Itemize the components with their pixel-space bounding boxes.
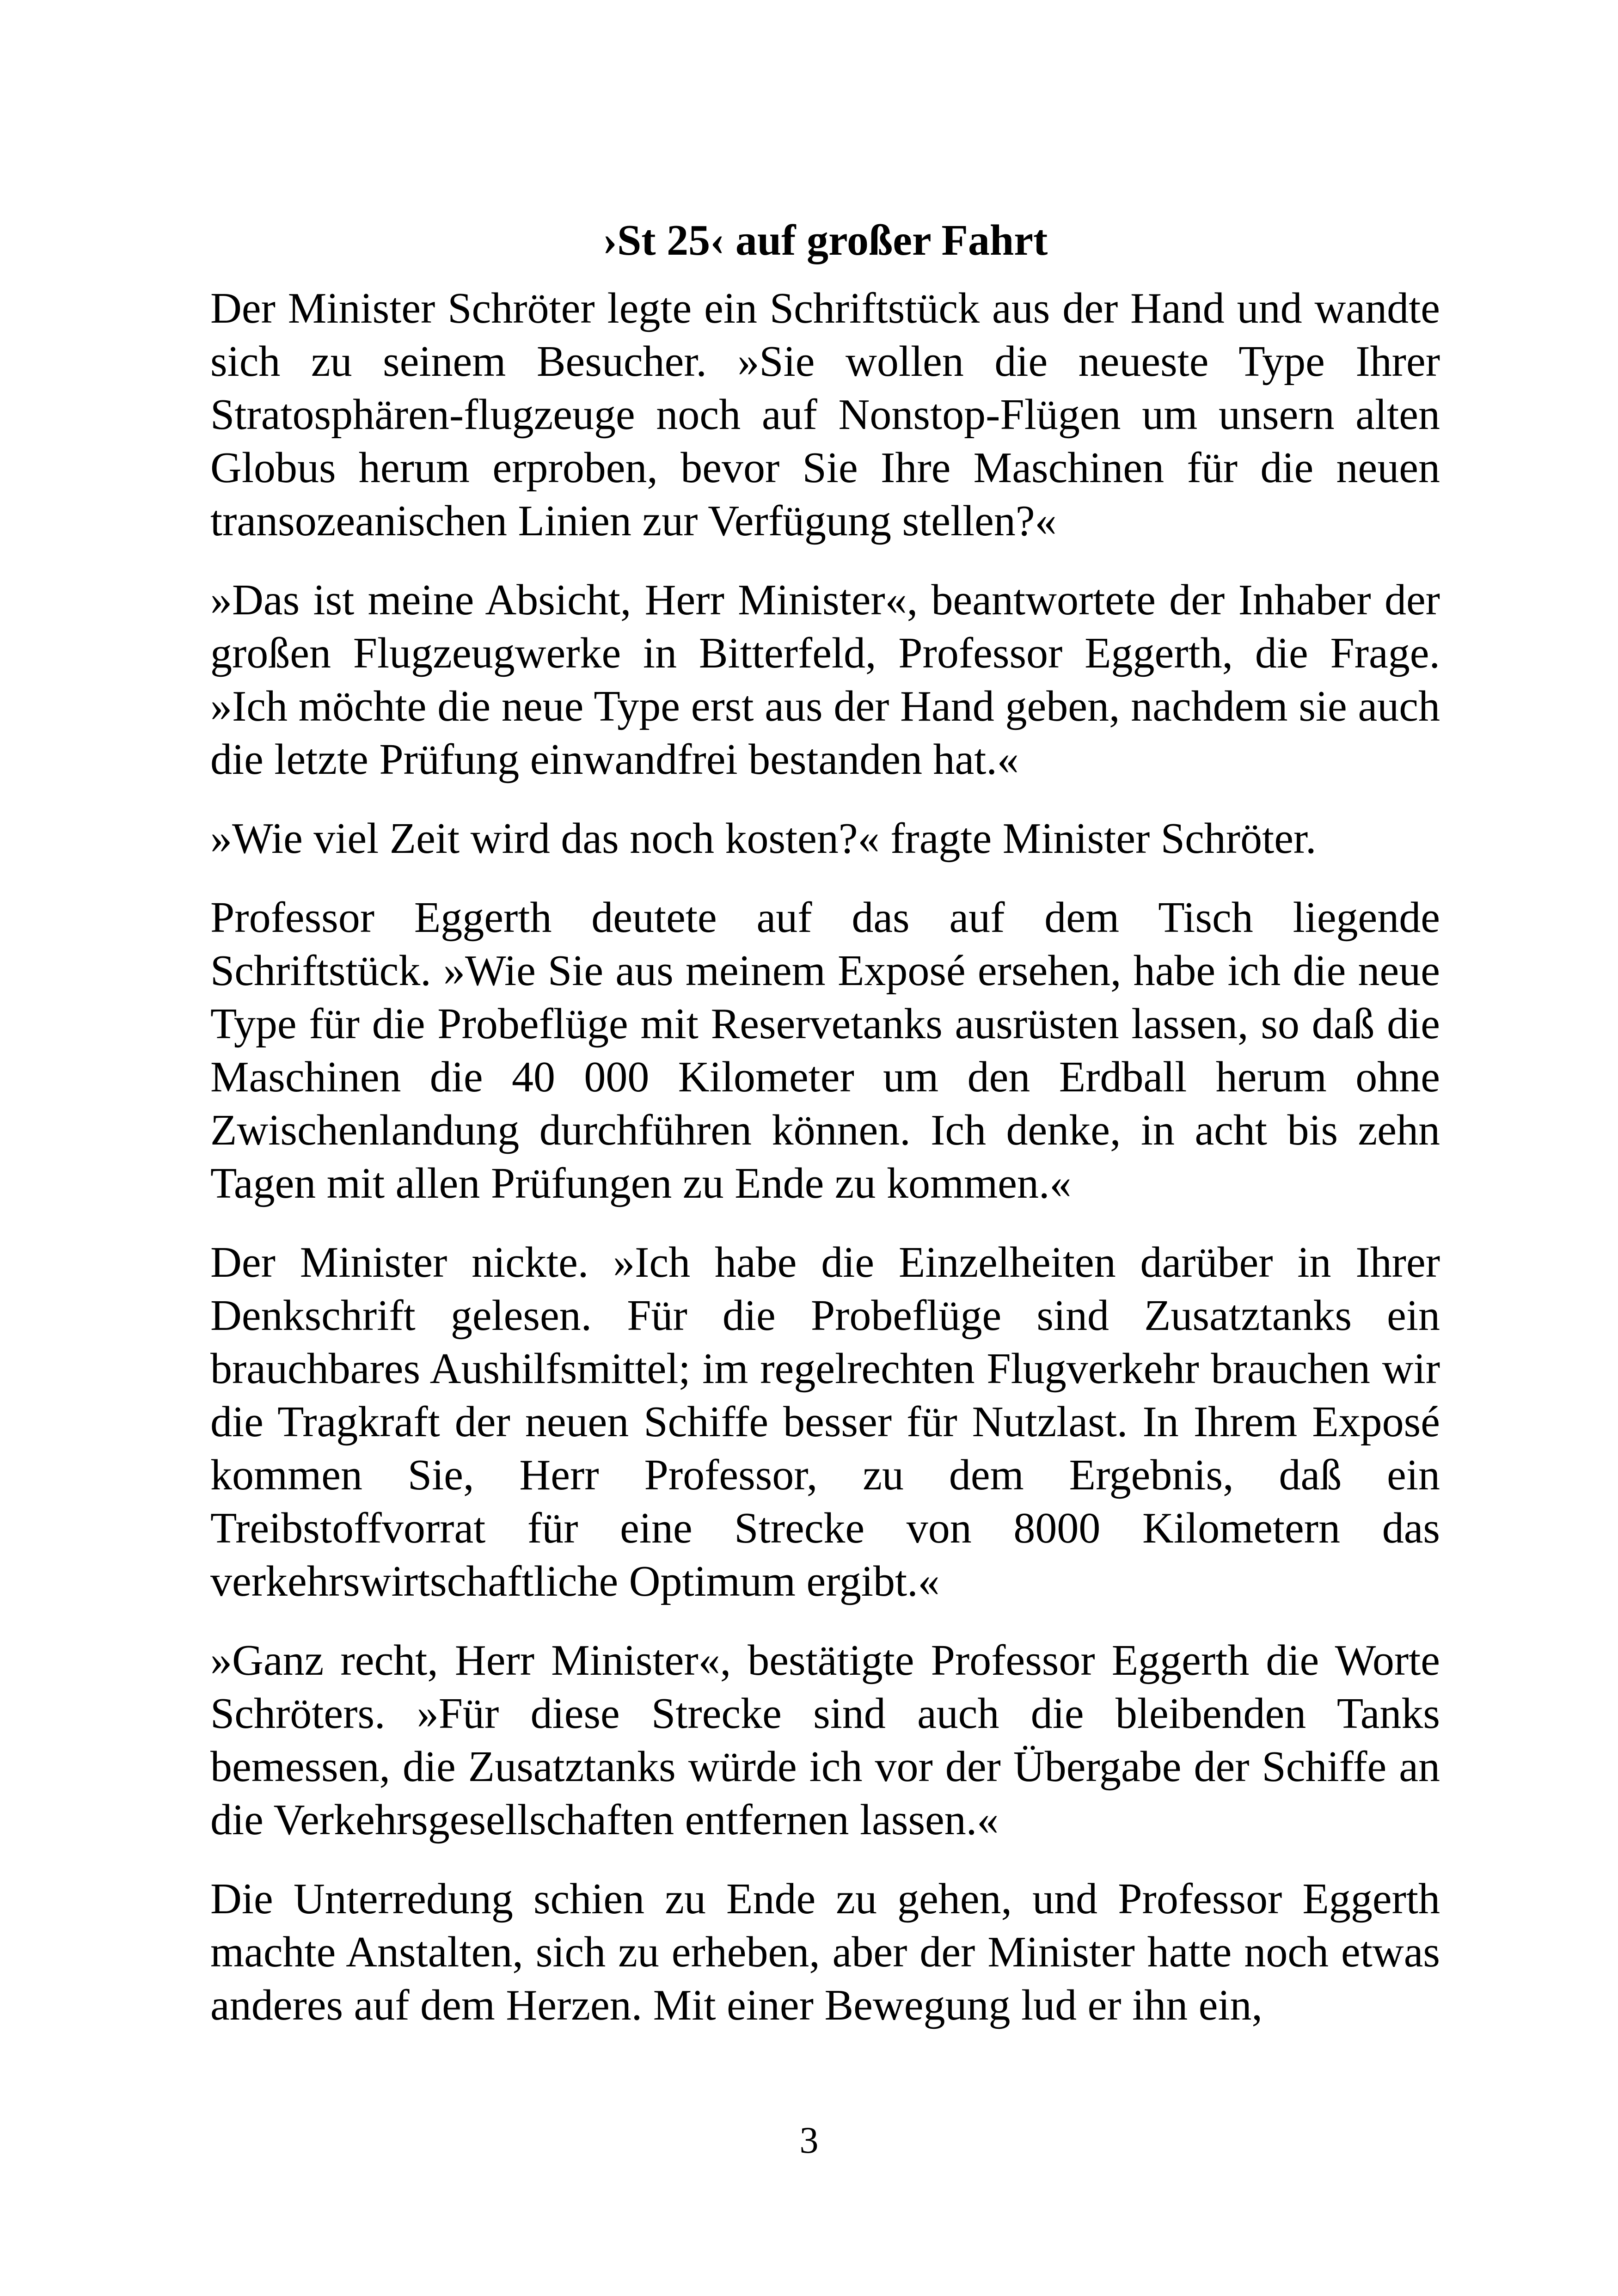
paragraph: »Wie viel Zeit wird das noch kosten?« fragte Minister Schröter. (210, 814, 1317, 863)
chapter-title: ›St 25‹ auf großer Fahrt (602, 216, 1048, 264)
text-block (210, 208, 1440, 2058)
paragraph: Der Minister Schröter legte ein Schriftstück aus der Hand und wandte sich zu seinem Besucher. »Sie wollen die neueste Type Ihrer Stratosphären-flugzeuge noch auf Nonstop-Flügen um unsern alten Globus herum erproben, bevor Sie Ihre Maschinen für die neuen transozeanischen Linien zur Verfügung stellen?« (210, 284, 1440, 545)
paragraph: Der Minister nickte. »Ich habe die Einzelheiten darüber in Ihrer Denkschrift gelesen. Für die Probeflüge sind Zusatztanks ein brauchbares Aushilfsmittel; im regelrechten Flugverkehr brauchen wir die Tragkraft der neuen Schiffe besser für Nutzlast. In Ihrem Exposé kommen Sie, Herr Professor, zu dem Ergebnis, daß ein Treibstoffvorrat für eine Strecke von 8000 Kilometern das verkehrswirtschaftliche Optimum ergibt.« (210, 1238, 1440, 1605)
paragraph: »Das ist meine Absicht, Herr Minister«, beantwortete der Inhaber der großen Flugzeugwerke in Bitterfeld, Professor Eggerth, die Frage. »Ich möchte die neue Type erst aus der Hand geben, nachdem sie auch die letzte Prüfung einwandfrei bestanden hat.« (210, 576, 1440, 784)
paragraph: Professor Eggerth deutete auf das auf dem Tisch liegende Schriftstück. »Wie Sie aus meinem Exposé ersehen, habe ich die neue Type für die Probeflüge mit Reservetanks ausrüsten lassen, so daß die Maschinen die 40 000 Kilometer um den Erdball herum ohne Zwischenlandung durchführen können. Ich denke, in acht bis zehn Tagen mit allen Prüfungen zu Ende zu kommen.« (210, 894, 1440, 1207)
paragraph: »Ganz recht, Herr Minister«, bestätigte Professor Eggerth die Worte Schröters. »Für diese Strecke sind auch die bleibenden Tanks bemessen, die Zusatztanks würde ich vor der Übergabe der Schiffe an die Verkehrsgesellschaften entfernen lassen.« (210, 1636, 1440, 1844)
paragraph: Die Unterredung schien zu Ende zu gehen, und Professor Eggerth machte Anstalten, sich zu erheben, aber der Minister hatte noch etwas anderes auf dem Herzen. Mit einer Bewegung lud er ihn ein, (210, 1875, 1440, 2029)
page-number: 3 (799, 2119, 819, 2161)
